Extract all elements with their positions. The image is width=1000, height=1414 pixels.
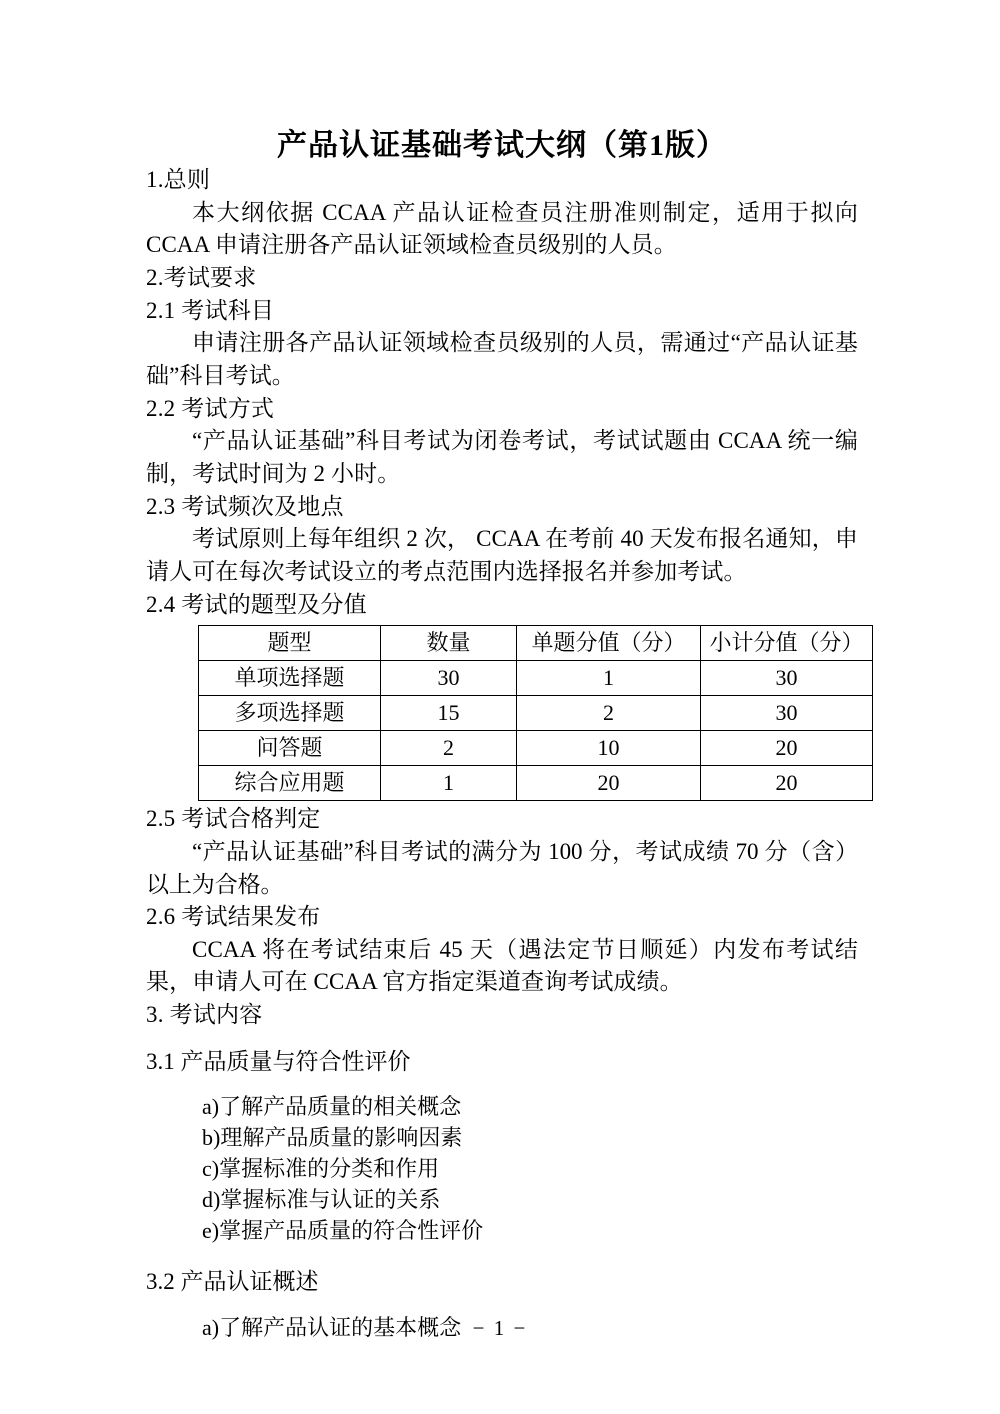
spacer xyxy=(146,1032,858,1046)
table-cell: 30 xyxy=(701,661,873,696)
page-content xyxy=(146,0,864,1344)
table-cell: 问答题 xyxy=(199,731,381,766)
list-item: a)了解产品质量的相关概念 xyxy=(202,1094,462,1120)
table-cell: 2 xyxy=(517,696,701,731)
table-col-header: 数量 xyxy=(381,626,517,661)
section-body-2-5: “产品认证基础”科目考试的满分为 100 分，考试成绩 70 分（含）以上为合格。 xyxy=(146,838,858,897)
spacer xyxy=(146,1299,858,1313)
table-row xyxy=(199,661,873,696)
table-cell: 2 xyxy=(381,731,517,766)
table-cell: 20 xyxy=(517,766,701,801)
table-cell: 20 xyxy=(701,731,873,766)
section-heading-3: 3. 考试内容 xyxy=(146,1002,263,1028)
spacer xyxy=(146,1246,858,1266)
section-heading-2-4: 2.4 考试的题型及分值 xyxy=(146,591,367,617)
table-cell: 1 xyxy=(517,661,701,696)
table-col-header: 单题分值（分） xyxy=(517,626,701,661)
table-cell: 综合应用题 xyxy=(199,766,381,801)
section-heading-2-2: 2.2 考试方式 xyxy=(146,395,275,421)
table-cell: 多项选择题 xyxy=(199,696,381,731)
table-row xyxy=(199,731,873,766)
section-heading-2-5: 2.5 考试合格判定 xyxy=(146,806,321,832)
section-body-2-1: 申请注册各产品认证领域检查员级别的人员，需通过“产品认证基础”科目考试。 xyxy=(146,330,858,388)
list-item: b)理解产品质量的影响因素 xyxy=(202,1125,463,1151)
section-heading-1: 1.总则 xyxy=(146,167,211,192)
table-col-header: 题型 xyxy=(199,626,381,661)
table-row xyxy=(199,696,873,731)
table-header-row xyxy=(199,626,873,661)
table-cell: 单项选择题 xyxy=(199,661,381,696)
section-heading-2-1: 2.1 考试科目 xyxy=(146,297,275,323)
list-item: e)掌握产品质量的符合性评价 xyxy=(202,1217,484,1243)
objective-list-3-1 xyxy=(146,1092,858,1246)
spacer xyxy=(146,1078,858,1092)
table-cell: 20 xyxy=(701,766,873,801)
section-heading-2-6: 2.6 考试结果发布 xyxy=(146,904,321,930)
list-item: c)掌握标准的分类和作用 xyxy=(202,1156,440,1182)
score-table-wrapper xyxy=(146,621,864,803)
section-body-2-3: 考试原则上每年组织 2 次， CCAA 在考前 40 天发布报名通知，申请人可在每次考试设立的考点范围内选择报名并参加考试。 xyxy=(146,526,858,584)
table-cell: 30 xyxy=(381,661,517,696)
table-col-header: 小计分值（分） xyxy=(701,626,873,661)
section-body-2-6: CCAA 将在考试结束后 45 天（遇法定节日顺延）内发布考试结果，申请人可在 CCAA 官方指定渠道查询考试成绩。 xyxy=(146,936,858,995)
section-heading-2: 2.考试要求 xyxy=(146,264,257,290)
table-cell: 30 xyxy=(701,696,873,731)
score-table xyxy=(198,625,873,801)
table-row xyxy=(199,766,873,801)
section-body-1: 本大纲依据 CCAA 产品认证检查员注册准则制定，适用于拟向CCAA 申请注册各产品认证领域检查员级别的人员。 xyxy=(146,199,858,258)
list-item: a)了解产品认证的基本概念 xyxy=(202,1315,462,1341)
section-heading-2-3: 2.3 考试频次及地点 xyxy=(146,493,344,519)
table-cell: 10 xyxy=(517,731,701,766)
section-heading-3-1: 3.1 产品质量与符合性评价 xyxy=(146,1048,411,1074)
section-body-2-2: “产品认证基础”科目考试为闭卷考试，考试试题由 CCAA 统一编制，考试时间为 2 小时。 xyxy=(146,428,858,486)
page-title: 产品认证基础考试大纲（第1版） xyxy=(277,129,727,162)
table-cell: 15 xyxy=(381,696,517,731)
page-number: − 1 − xyxy=(472,1316,528,1340)
list-item: d)掌握标准与认证的关系 xyxy=(202,1186,441,1212)
table-cell: 1 xyxy=(381,766,517,801)
section-heading-3-2: 3.2 产品认证概述 xyxy=(146,1269,319,1295)
